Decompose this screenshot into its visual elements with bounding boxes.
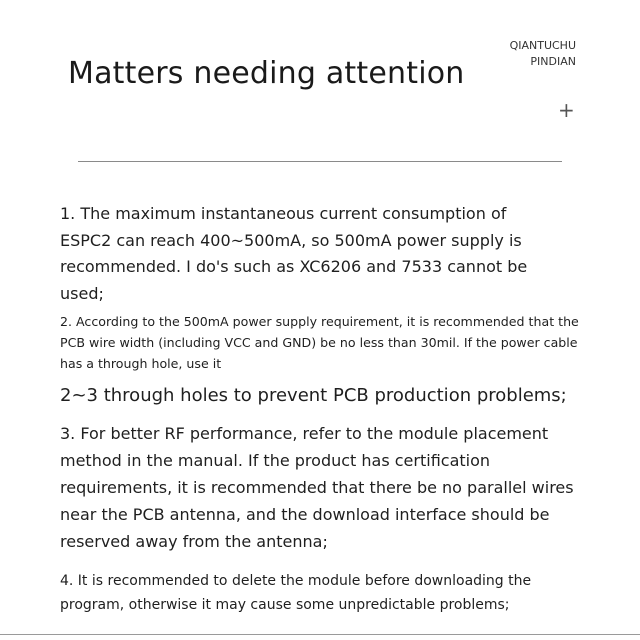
note-1: 1. The maximum instantaneous current consumption of ESPC2 can reach 400~500mA, so 500mA power supply is recommended. I do's such as XC6206 and 7533 cannot be used;: [60, 204, 528, 303]
note-2-continuation: 2~3 through holes to prevent PCB production problems;: [60, 385, 567, 406]
note-4: 4. It is recommended to delete the module before downloading the program, otherwise it may cause some unpredictable problems;: [60, 573, 532, 613]
plus-icon: +: [558, 98, 575, 122]
note-2: 2. According to the 500mA power supply requirement, it is recommended that the PCB wire width (including VCC and GND) be no less than 30mil. If the power cable has a through hole, use it: [60, 314, 579, 371]
note-3: 3. For better RF performance, refer to the module placement method in the manual. If the product has certification requirements, it is recommended that there be no parallel wires near the PCB antenna, and the download interface should be reserved away from the antenna;: [60, 424, 574, 551]
brand-label: [510, 38, 576, 70]
bottom-divider: [0, 634, 640, 635]
brand-line-1: QIANTUCHU: [509, 39, 576, 52]
brand-line-2: PINDIAN: [530, 55, 576, 68]
page-title: Matters needing attention: [68, 56, 465, 92]
divider: [78, 161, 562, 162]
